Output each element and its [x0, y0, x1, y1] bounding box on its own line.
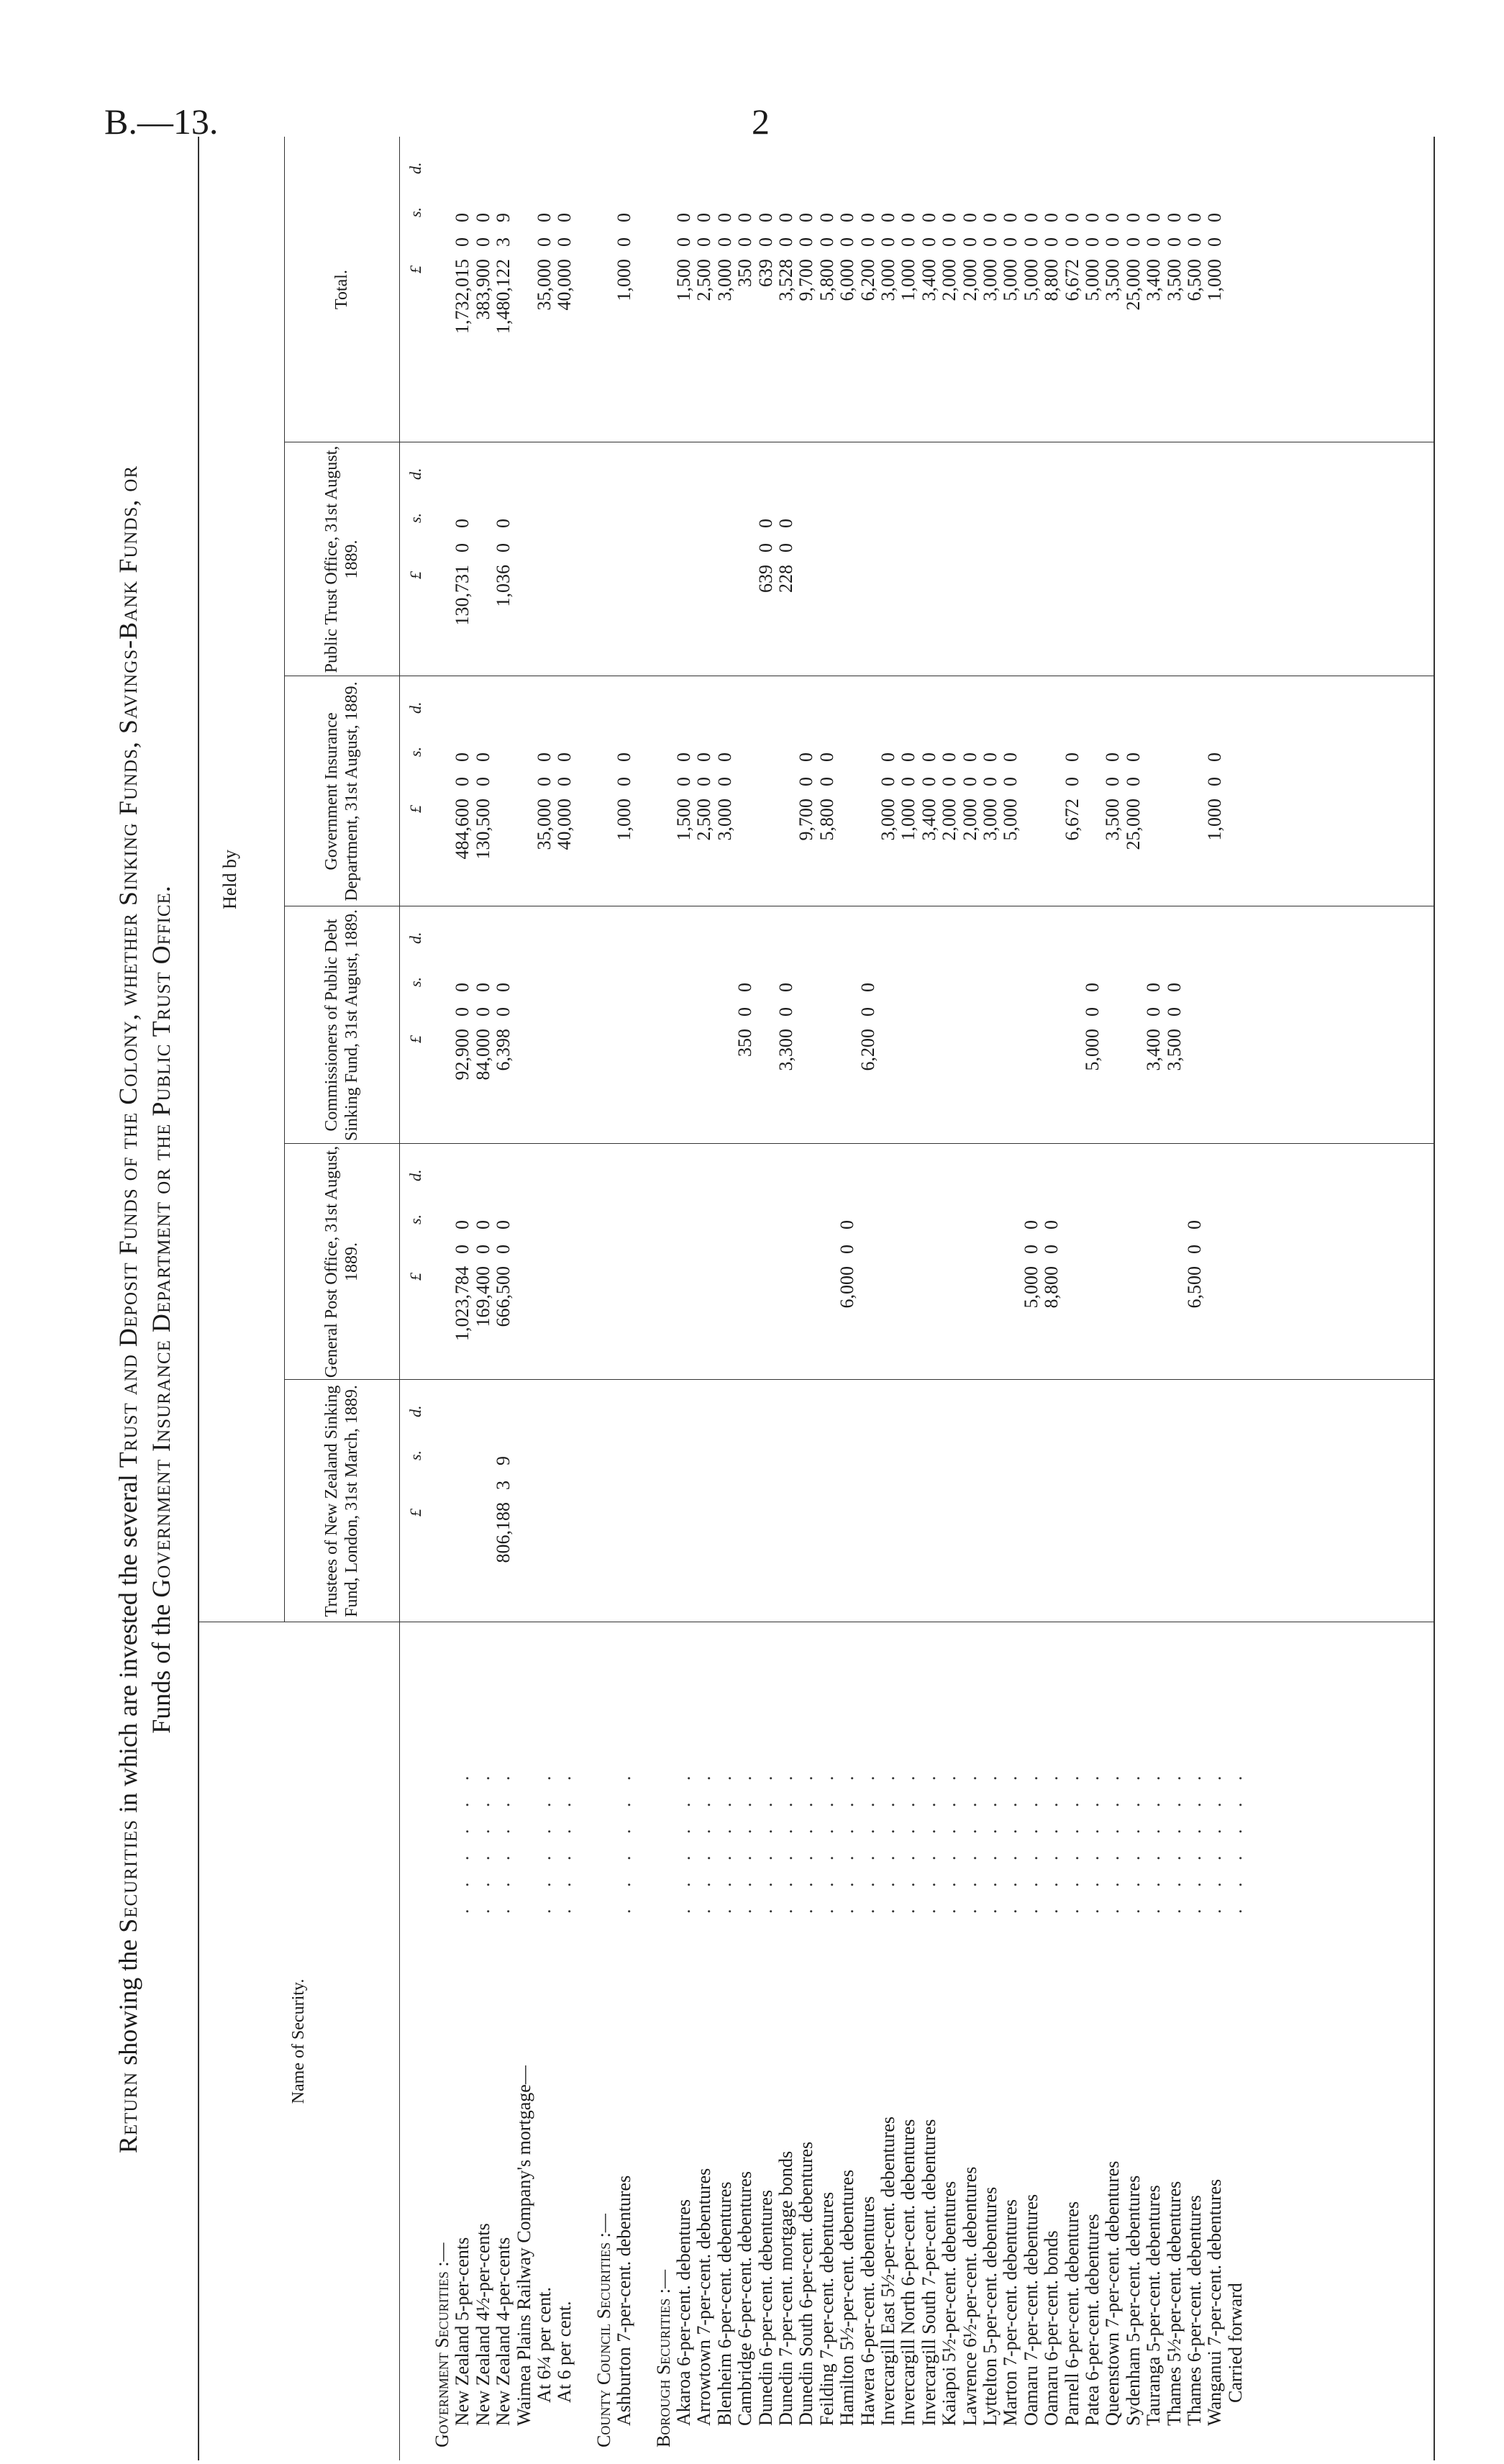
amount-cell: 8,80000 [1041, 213, 1062, 301]
amount-cell: 25,00000 [1122, 213, 1144, 311]
unit-label: £ [406, 1273, 424, 1281]
leader-dots: . . . . . . [673, 1767, 694, 1914]
amount-cell: 3,50000 [1163, 213, 1185, 301]
amount-cell: 169,40000 [472, 1220, 493, 1327]
amount-cell: 3,50000 [1102, 753, 1124, 841]
column-heading: Commissioners of Public Debt Sinking Fund, 31st August, 1889. [322, 909, 361, 1142]
amount-cell: 3,40000 [1143, 213, 1165, 301]
security-name: Arrowtown 7-per-cent. debentures [693, 2168, 715, 2426]
amount-cell: 806,18839 [493, 1456, 514, 1563]
amount-cell: 6,67200 [1061, 753, 1083, 841]
unit-label: s. [406, 746, 424, 757]
leader-dots: . . . . . . [734, 1767, 756, 1914]
amount-cell: 3,00000 [714, 753, 735, 841]
security-name: Akaroa 6-per-cent. debentures [673, 2199, 694, 2426]
unit-label: s. [406, 1450, 424, 1460]
leader-dots: . . . . . . [614, 1767, 635, 1914]
security-name: Blenheim 6-per-cent. debentures [714, 2181, 735, 2426]
amount-cell: 92,90000 [452, 983, 473, 1081]
amount-cell: 35000 [734, 983, 756, 1057]
leader-dots: . . . . . . [472, 1767, 493, 1914]
amount-cell: 2,50000 [693, 753, 715, 841]
table-caption [111, 180, 178, 2439]
caption-part: Funds of the [147, 1597, 176, 1734]
leader-dots: . . . . . . [1082, 1767, 1103, 1914]
unit-label: d. [406, 1169, 424, 1181]
rule [284, 137, 285, 1622]
amount-cell: 1,00000 [614, 753, 635, 841]
security-name: Oamaru 6-per-cent. bonds [1041, 2230, 1062, 2426]
amount-cell: 6,67200 [1061, 213, 1083, 301]
security-name: New Zealand 4½-per-cents [472, 2223, 493, 2426]
security-name: Lawrence 6½-per-cent. debentures [959, 2166, 980, 2426]
leader-dots: . . . . . . [714, 1767, 735, 1914]
leader-dots: . . . . . . [959, 1767, 980, 1914]
unit-label: s. [406, 206, 424, 217]
amount-cell: 63900 [755, 213, 776, 287]
security-name: Sydenham 5-per-cent. debentures [1122, 2175, 1144, 2426]
amount-cell: 5,00000 [1082, 983, 1103, 1071]
column-rule [284, 1379, 1434, 1380]
amount-cell: 6,20000 [857, 983, 878, 1071]
amount-cell: 25,00000 [1122, 753, 1144, 850]
security-name: Feilding 7-per-cent. debentures [816, 2191, 837, 2426]
leader-dots: . . . . . . [1184, 1767, 1205, 1914]
amount-cell: 6,50000 [1184, 213, 1205, 301]
column-rule [284, 1143, 1434, 1144]
leader-dots: . . . . . . [1061, 1767, 1083, 1914]
security-name: Borough Securities :— [652, 2269, 674, 2447]
leader-dots: . . . . . . [493, 1767, 514, 1914]
amount-cell: 3,00000 [980, 213, 1001, 301]
leader-dots: . . . . . . [898, 1767, 919, 1914]
amount-cell: 6,50000 [1184, 1220, 1205, 1309]
security-name: Dunedin South 6-per-cent. debentures [796, 2141, 817, 2426]
security-name: Cambridge 6-per-cent. debentures [734, 2171, 756, 2426]
amount-cell: 5,80000 [816, 753, 837, 841]
security-name: Tauranga 5-per-cent. debentures [1143, 2185, 1165, 2426]
page-number: 2 [752, 101, 770, 142]
amount-cell: 1,480,12239 [493, 213, 514, 334]
unit-label: £ [406, 805, 424, 813]
amount-cell: 1,00000 [898, 753, 919, 841]
amount-cell: 6,00000 [837, 213, 858, 301]
amount-cell: 1,50000 [673, 213, 694, 301]
leader-dots: . . . . . . [837, 1767, 858, 1914]
leader-dots: . . . . . . [980, 1767, 1001, 1914]
amount-cell: 1,50000 [673, 753, 694, 841]
leader-dots: . . . . . . [775, 1767, 796, 1914]
caption-part: in which are invested the several [114, 1468, 142, 1819]
security-name: Dunedin 7-per-cent. mortgage bonds [775, 2150, 796, 2426]
security-name: Ashburton 7-per-cent. debentures [614, 2175, 635, 2426]
amount-cell: 2,00000 [939, 213, 960, 301]
amount-cell: 6,20000 [857, 213, 878, 301]
leader-dots: . . . . . . [918, 1767, 939, 1914]
unit-label: £ [406, 265, 424, 273]
security-name: Hamilton 5½-per-cent. debentures [837, 2169, 858, 2426]
unit-label: s. [406, 1214, 424, 1224]
amount-cell: 35,00000 [534, 753, 555, 850]
security-name: At 6 per cent. [554, 2301, 575, 2403]
caption-part: Return [114, 2071, 142, 2154]
leader-dots: . . . . . . [452, 1767, 473, 1914]
leader-dots: . . . . . . [796, 1767, 817, 1914]
rule [399, 137, 400, 2460]
security-name: New Zealand 4-per-cents [493, 2237, 514, 2426]
leader-dots: . . . . . . [1102, 1767, 1124, 1914]
amount-cell: 3,40000 [1143, 983, 1165, 1071]
name-column-heading: Name of Security. [289, 1978, 308, 2104]
column-heading: Total. [332, 270, 351, 309]
leader-dots: . . . . . . [857, 1767, 878, 1914]
security-name: Government Securities :— [432, 2242, 452, 2447]
column-heading: Trustees of New Zealand Sinking Fund, London, 31st March, 1889. [322, 1385, 361, 1617]
security-name: Invercargill South 7-per-cent. debentures [918, 2119, 939, 2426]
return-table [111, 137, 1449, 2460]
unit-label: s. [406, 976, 424, 987]
rule [1434, 137, 1435, 2460]
amount-cell: 1,732,01500 [452, 213, 473, 334]
leader-dots: . . . . . . [1000, 1767, 1021, 1914]
amount-cell: 666,50000 [493, 1220, 514, 1327]
security-name: Lyttelton 5-per-cent. debentures [980, 2186, 1001, 2426]
rule [198, 137, 199, 2460]
leader-dots: . . . . . . [1122, 1767, 1144, 1914]
security-name: Thames 5½-per-cent. debentures [1163, 2181, 1185, 2426]
column-heading: Public Trust Office, 31st August, 1889. [322, 445, 361, 673]
amount-cell: 3,00000 [878, 213, 898, 301]
amount-cell: 3,00000 [980, 753, 1001, 841]
amount-cell: 2,00000 [939, 753, 960, 841]
amount-cell: 1,03600 [493, 519, 514, 607]
amount-cell: 40,00000 [554, 213, 575, 311]
unit-label: d. [406, 162, 424, 174]
leader-dots: . . . . . . [554, 1767, 575, 1914]
amount-cell: 3,52800 [775, 213, 796, 301]
amount-cell: 2,00000 [959, 213, 980, 301]
amount-cell: 63900 [755, 519, 776, 593]
amount-cell: 3,00000 [714, 213, 735, 301]
unit-label: d. [406, 468, 424, 480]
amount-cell: 9,70000 [796, 753, 817, 841]
security-name: County Council Securities :— [593, 2214, 614, 2447]
leader-dots: . . . . . . [939, 1767, 960, 1914]
amount-cell: 8,80000 [1041, 1220, 1062, 1309]
leader-dots: . . . . . . [534, 1767, 555, 1914]
amount-cell: 3,40000 [918, 213, 939, 301]
amount-cell: 130,73100 [452, 519, 473, 626]
amount-cell: 383,90000 [472, 213, 493, 320]
amount-cell: 1,00000 [1204, 753, 1226, 841]
leader-dots: . . . . . . [816, 1767, 837, 1914]
unit-label: £ [406, 1035, 424, 1043]
held-by-heading: Held by [219, 849, 240, 910]
amount-cell: 3,50000 [1163, 983, 1185, 1071]
caption-part: Securities [114, 1819, 142, 1933]
amount-cell: 22800 [775, 519, 796, 593]
security-name: Dunedin 6-per-cent. debentures [755, 2190, 776, 2426]
amount-cell: 5,00000 [1000, 213, 1021, 301]
amount-cell: 5,00000 [1020, 1220, 1042, 1309]
amount-cell: 6,00000 [837, 1220, 858, 1309]
amount-cell: 5,00000 [1000, 753, 1021, 841]
unit-label: d. [406, 1405, 424, 1417]
amount-cell: 35,00000 [534, 213, 555, 311]
security-name: Thames 6-per-cent. debentures [1184, 2195, 1205, 2426]
leader-dots: . . . . . . [1224, 1767, 1246, 1914]
security-name: Queenstown 7-per-cent. debentures [1102, 2160, 1124, 2426]
security-name: Carried forward [1224, 2283, 1246, 2403]
security-name: Oamaru 7-per-cent. debentures [1020, 2193, 1042, 2426]
amount-cell: 6,39800 [493, 983, 514, 1071]
page-reference: B.—13. [104, 101, 219, 142]
leader-dots: . . . . . . [1163, 1767, 1185, 1914]
caption-part: Government Insurance Department or the Public Trust Office. [147, 885, 176, 1598]
leader-dots: . . . . . . [1020, 1767, 1042, 1914]
leader-dots: . . . . . . [1204, 1767, 1226, 1914]
security-name: New Zealand 5-per-cents [452, 2237, 473, 2426]
amount-cell: 3,00000 [878, 753, 898, 841]
leader-dots: . . . . . . [878, 1767, 898, 1914]
amount-cell: 2,50000 [693, 213, 715, 301]
security-name: Kaiapoi 5½-per-cent. debentures [939, 2181, 960, 2426]
unit-label: d. [406, 932, 424, 944]
amount-cell: 5,00000 [1082, 213, 1103, 301]
amount-cell: 3,50000 [1102, 213, 1124, 301]
amount-cell: 2,00000 [959, 753, 980, 841]
amount-cell: 5,00000 [1020, 213, 1042, 301]
leader-dots: . . . . . . [755, 1767, 776, 1914]
security-name: At 6¼ per cent. [534, 2286, 555, 2403]
amount-cell: 1,00000 [614, 213, 635, 301]
security-name: Invercargill East 5½-per-cent. debentures [878, 2117, 898, 2426]
amount-cell: 130,50000 [472, 753, 493, 860]
amount-cell: 84,00000 [472, 983, 493, 1081]
amount-cell: 1,00000 [898, 213, 919, 301]
security-name: Parnell 6-per-cent. debentures [1061, 2201, 1083, 2426]
unit-label: £ [406, 1509, 424, 1517]
security-name: Marton 7-per-cent. debentures [1000, 2199, 1021, 2426]
security-name: Wanganui 7-per-cent. debentures [1204, 2178, 1226, 2426]
leader-dots: . . . . . . [1143, 1767, 1165, 1914]
security-name: Patea 6-per-cent. debentures [1082, 2214, 1103, 2426]
amount-cell: 3,30000 [775, 983, 796, 1071]
unit-label: d. [406, 701, 424, 714]
amount-cell: 484,60000 [452, 753, 473, 860]
amount-cell: 40,00000 [554, 753, 575, 850]
security-name: Waimea Plains Railway Company's mortgage— [513, 2065, 534, 2426]
caption-part: Trust and Deposit Funds of the Colony, whether Sinking Funds, Savings-Bank Funds, or [114, 465, 142, 1468]
leader-dots: . . . . . . [693, 1767, 715, 1914]
amount-cell: 3,40000 [918, 753, 939, 841]
column-heading: General Post Office, 31st August, 1889. [322, 1145, 361, 1378]
amount-cell: 1,00000 [1204, 213, 1226, 301]
amount-cell: 9,70000 [796, 213, 817, 301]
unit-label: s. [406, 512, 424, 523]
amount-cell: 35000 [734, 213, 756, 287]
security-name: Hawera 6-per-cent. debentures [857, 2196, 878, 2426]
column-heading: Government Insurance Department, 31st August, 1889. [322, 681, 361, 901]
amount-cell: 1,023,78400 [452, 1220, 473, 1341]
caption-part: showing the [114, 1932, 142, 2072]
unit-label: £ [406, 571, 424, 579]
leader-dots: . . . . . . [1041, 1767, 1062, 1914]
security-name: Invercargill North 6-per-cent. debentures [898, 2119, 919, 2426]
amount-cell: 5,80000 [816, 213, 837, 301]
